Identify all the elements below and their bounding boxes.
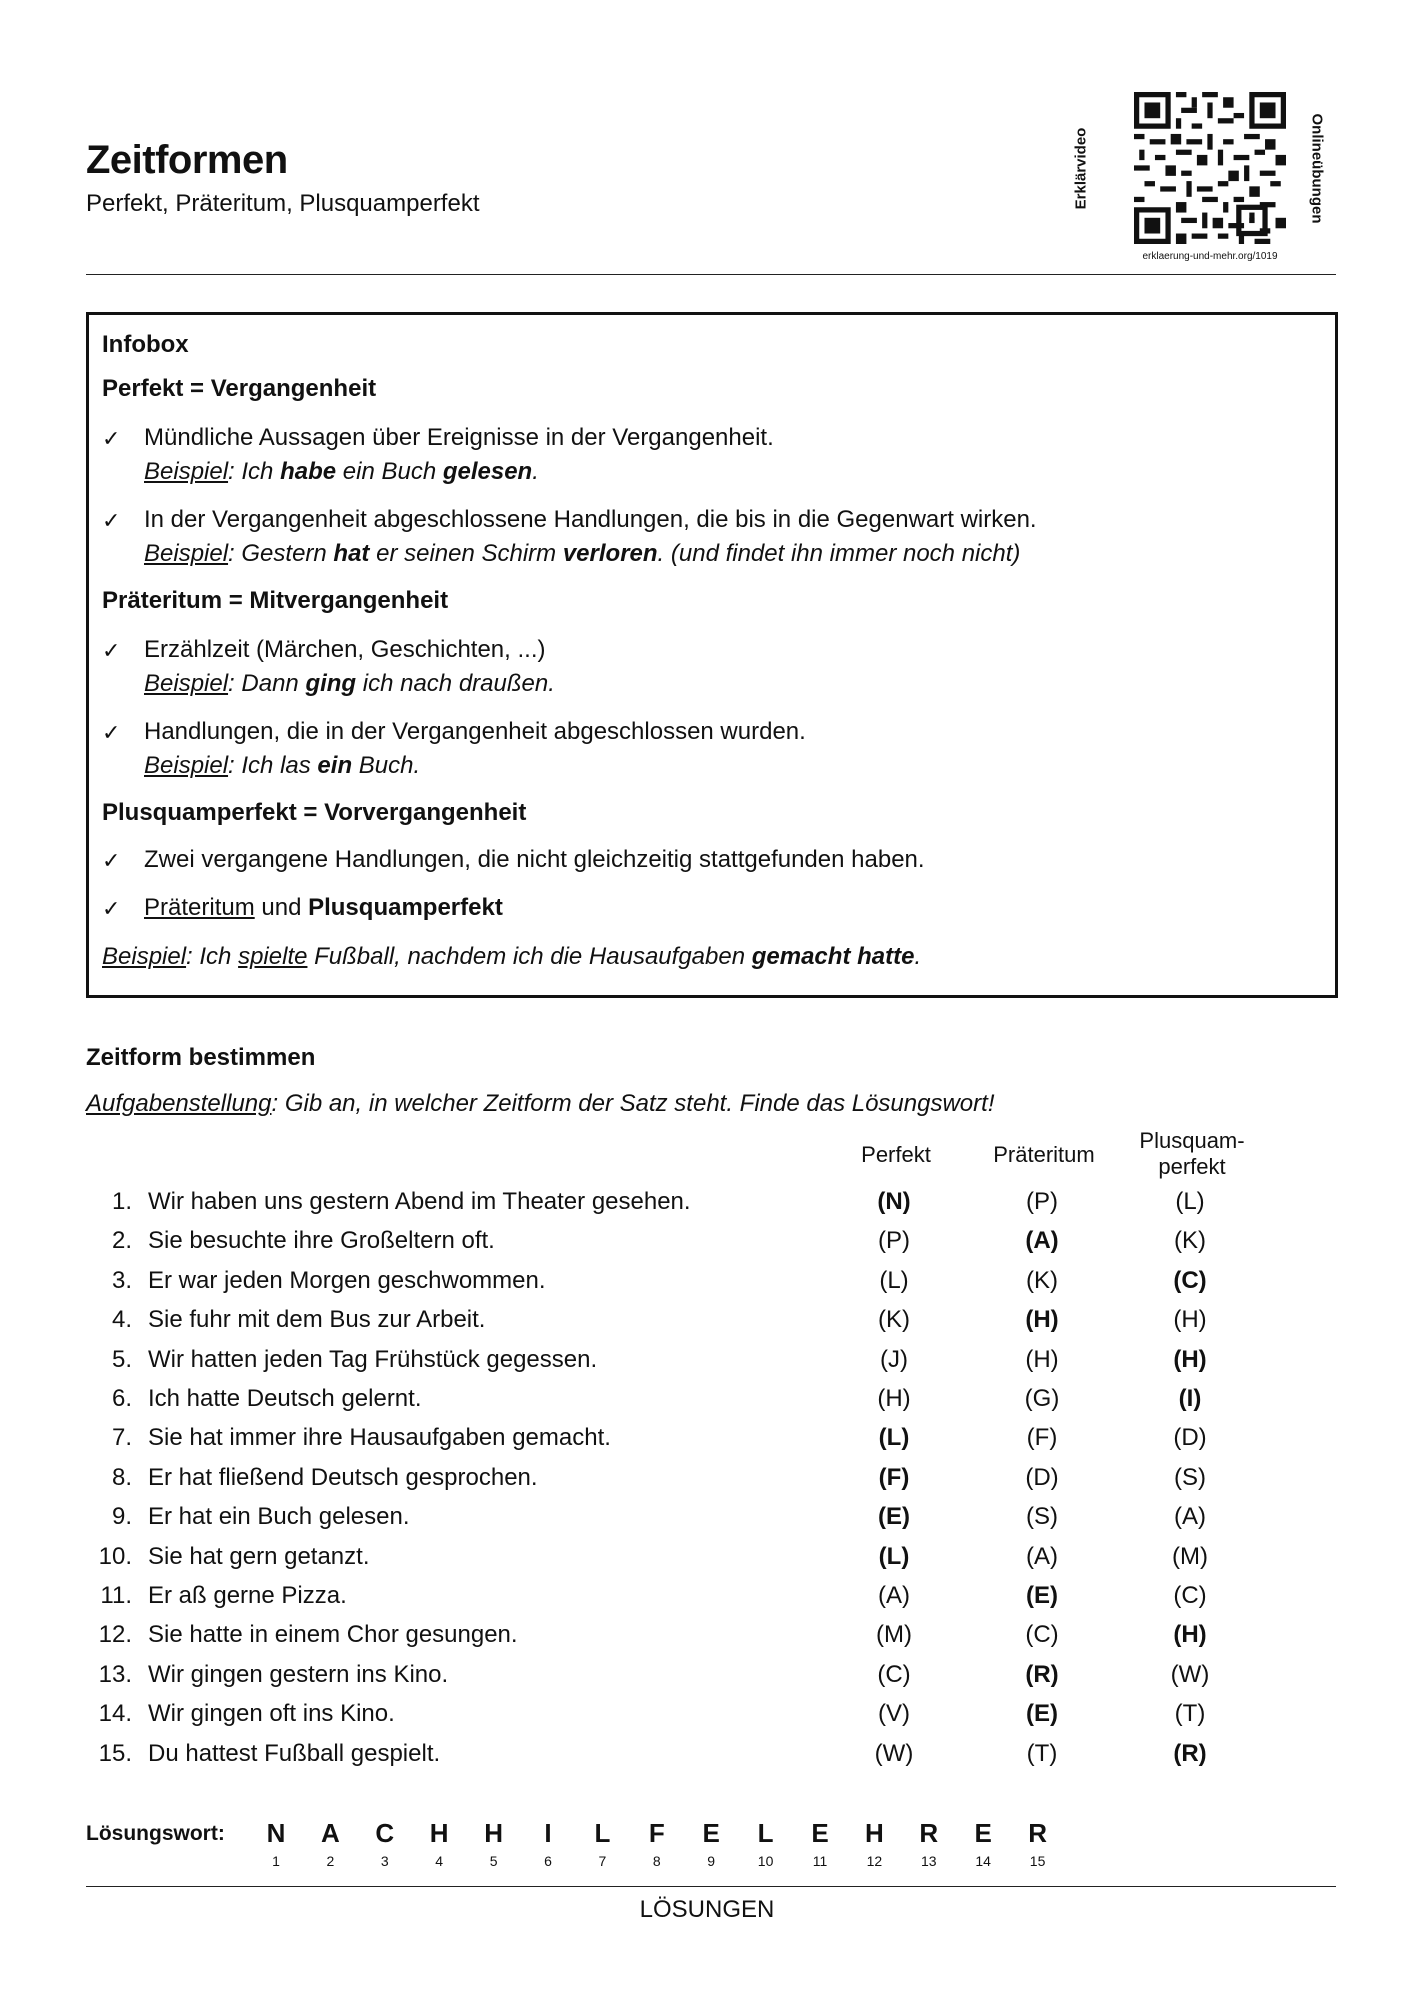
praeteritum-example-2: Beispiel: Ich las ein Buch. [144,752,421,779]
column-header-plusquamperfekt: Plusquam- perfekt [1139,1128,1245,1179]
praeteritum-example-1: Beispiel: Dann ging ich nach draußen. [144,670,555,697]
solution-letter: E [702,1818,720,1848]
exercise-title: Zeitform bestimmen [86,1044,316,1071]
solution-letter-number: 6 [544,1853,552,1869]
row-sentence: Ich hatte Deutsch gelernt. [148,1385,422,1412]
plusquamperfekt-point-2: Präteritum und Plusquamperfekt [144,894,503,921]
answer-option[interactable]: (M) [876,1621,912,1649]
solution-letter: E [974,1818,992,1848]
answer-option[interactable]: (A) [1174,1503,1206,1531]
solution-letter-number: 1 [272,1853,280,1869]
solution-letter-number: 15 [1029,1853,1046,1869]
answer-option[interactable]: (F) [1026,1424,1058,1452]
solution-letter: N [266,1818,286,1848]
solution-letter: L [594,1818,611,1848]
row-sentence: Sie fuhr mit dem Bus zur Arbeit. [148,1306,486,1334]
row-number: 12. [98,1621,132,1649]
answer-option[interactable]: (H) [1025,1345,1059,1373]
check-icon: ✓ [102,426,121,451]
solution-letter-number: 8 [652,1853,661,1869]
solution-letter: R [1028,1818,1047,1848]
solution-letter-number: 2 [326,1853,335,1869]
task-instruction: Aufgabenstellung: Gib an, in welcher Zeitform der Satz steht. Finde das Lösungswort! [86,1090,995,1117]
answer-option[interactable]: (E) [1026,1700,1058,1728]
check-icon: ✓ [102,638,121,663]
answer-option[interactable]: (K) [1026,1266,1058,1294]
row-sentence: Er war jeden Morgen geschwommen. [148,1266,546,1294]
perfekt-example-2: Beispiel: Gestern hat er seinen Schirm verloren. (und findet ihn immer noch nicht) [144,540,1021,567]
row-sentence: Sie hatte in einem Chor gesungen. [148,1621,518,1649]
answer-option[interactable]: (A) [878,1582,910,1609]
solution-letter: I [544,1818,552,1848]
answer-option[interactable]: (S) [1174,1463,1206,1491]
solution-letter-number: 5 [489,1853,498,1869]
row-number: 4. [111,1306,132,1334]
row-sentence: Wir gingen gestern ins Kino. [148,1660,449,1688]
solution-letter: H [484,1818,503,1848]
answer-option[interactable]: (A) [1026,1542,1058,1570]
answer-option[interactable]: (P) [878,1227,910,1255]
row-number: 10. [98,1542,132,1570]
answer-option[interactable]: (M) [1172,1542,1208,1570]
solution-letter: A [321,1818,340,1848]
answer-option[interactable]: (W) [874,1739,914,1767]
answer-option[interactable]: (H) [1173,1621,1207,1649]
solution-letter: C [375,1818,395,1848]
row-number: 1. [111,1188,132,1215]
online-label: Onlineübungen [1308,113,1326,224]
answer-option[interactable]: (G) [1024,1385,1060,1412]
check-icon: ✓ [102,896,121,921]
row-number: 6. [111,1385,132,1412]
row-sentence: Wir hatten jeden Tag Frühstück gegessen. [148,1345,598,1373]
perfekt-point-2: In der Vergangenheit abgeschlossene Handlungen, die bis in die Gegenwart wirken. [144,506,1037,533]
solution-letter: F [648,1818,665,1848]
answer-option[interactable]: (E) [878,1503,910,1531]
perfekt-example-1: Beispiel: Ich habe ein Buch gelesen. [144,458,539,485]
solution-letter-number: 7 [598,1853,607,1869]
answer-option[interactable]: (K) [1174,1227,1206,1255]
answer-option[interactable]: (R) [1173,1739,1207,1767]
answer-option[interactable]: (F) [878,1463,910,1491]
row-sentence: Er hat ein Buch gelesen. [148,1503,410,1531]
solution-letter-number: 4 [435,1853,444,1869]
answer-option[interactable]: (I) [1178,1385,1202,1412]
row-number: 9. [111,1503,132,1531]
answer-option[interactable]: (J) [880,1345,908,1373]
answer-option[interactable]: (S) [1026,1503,1058,1531]
qr-code-icon[interactable] [1134,92,1286,244]
row-number: 11. [100,1582,132,1609]
answer-option[interactable]: (T) [1174,1700,1206,1728]
answer-option[interactable]: (H) [1173,1345,1207,1373]
answer-option[interactable]: (C) [1025,1621,1059,1649]
solution-letter-number: 14 [975,1853,991,1869]
praeteritum-heading: Präteritum = Mitvergangenheit [102,587,449,614]
answer-option[interactable]: (L) [1175,1188,1205,1215]
solution-letter-number: 10 [757,1853,774,1869]
answer-option[interactable]: (A) [1025,1227,1059,1255]
answer-option[interactable]: (C) [1173,1266,1207,1294]
row-sentence: Sie hat immer ihre Hausaufgaben gemacht. [148,1424,611,1452]
row-number: 3. [111,1266,132,1294]
row-number: 15. [98,1739,132,1767]
answer-option[interactable]: (H) [877,1385,911,1412]
check-icon: ✓ [102,848,121,873]
row-number: 5. [111,1345,132,1373]
video-label: Erklärvideo [1072,127,1090,210]
answer-option[interactable]: (C) [877,1660,911,1688]
perfekt-heading: Perfekt = Vergangenheit [102,375,377,402]
check-icon: ✓ [102,508,121,533]
answer-option[interactable]: (L) [878,1424,910,1452]
answer-option[interactable]: (P) [1026,1188,1058,1215]
row-sentence: Er hat fließend Deutsch gesprochen. [148,1463,538,1491]
answer-option[interactable]: (L) [879,1266,909,1294]
answer-option[interactable]: (N) [877,1188,911,1215]
row-sentence: Du hattest Fußball gespielt. [148,1739,441,1767]
row-sentence: Wir gingen oft ins Kino. [148,1700,395,1728]
answer-option[interactable]: (R) [1025,1660,1059,1688]
praeteritum-point-2: Handlungen, die in der Vergangenheit abgeschlossen wurden. [144,718,806,745]
row-number: 2. [111,1227,132,1255]
column-header-perfekt: Perfekt [861,1142,931,1167]
solution-letter-number: 11 [812,1853,828,1869]
solution-letter-number: 13 [921,1853,937,1869]
answer-option[interactable]: (T) [1026,1739,1058,1767]
solution-letter-number: 12 [866,1853,883,1869]
page-title: Zeitformen [86,138,288,182]
footer-label: LÖSUNGEN [639,1896,775,1923]
answer-option[interactable]: (D) [1173,1424,1207,1452]
row-number: 8. [111,1463,132,1491]
solution-label: Lösungswort: [86,1822,225,1845]
solution-letter: E [811,1818,829,1848]
solution-letter-number: 3 [380,1853,389,1869]
solution-letter: H [429,1818,449,1848]
column-header-praeteritum: Präteritum [993,1142,1095,1167]
row-sentence: Er aß gerne Pizza. [148,1582,347,1609]
infobox-title: Infobox [102,331,189,358]
row-sentence: Wir haben uns gestern Abend im Theater gesehen. [148,1188,691,1215]
page-subtitle: Perfekt, Präteritum, Plusquamperfekt [86,190,480,217]
check-icon: ✓ [102,720,121,745]
answer-option[interactable]: (K) [878,1306,910,1334]
solution-letter: L [757,1818,774,1848]
footer-divider [86,1886,1336,1887]
solution-letter: H [865,1818,884,1848]
row-sentence: Sie hat gern getanzt. [148,1542,370,1570]
plusquamperfekt-point-1: Zwei vergangene Handlungen, die nicht gleichzeitig stattgefunden haben. [144,846,925,873]
answer-option[interactable]: (L) [878,1542,910,1570]
plusquamperfekt-heading: Plusquamperfekt = Vorvergangenheit [102,799,527,826]
solution-letter-number: 9 [707,1853,716,1869]
plusquamperfekt-example: Beispiel: Ich spielte Fußball, nachdem ich die Hausaufgaben gemacht hatte. [102,943,922,970]
answer-option[interactable]: (E) [1026,1582,1058,1609]
answer-option[interactable]: (D) [1025,1463,1059,1491]
header-divider [86,274,1336,275]
qr-url: erklaerung-und-mehr.org/1019 [1142,251,1278,262]
row-number: 13. [98,1660,132,1688]
row-number: 7. [111,1424,132,1452]
praeteritum-point-1: Erzählzeit (Märchen, Geschichten, ...) [144,636,546,663]
answer-option[interactable]: (H) [1173,1306,1207,1334]
answer-option[interactable]: (V) [878,1700,910,1728]
answer-option[interactable]: (W) [1170,1660,1210,1688]
row-sentence: Sie besuchte ihre Großeltern oft. [148,1227,495,1255]
solution-letter: R [919,1818,939,1848]
answer-option[interactable]: (C) [1173,1582,1207,1609]
perfekt-point-1: Mündliche Aussagen über Ereignisse in der Vergangenheit. [144,424,774,451]
answer-option[interactable]: (H) [1025,1306,1059,1334]
row-number: 14. [98,1700,132,1728]
